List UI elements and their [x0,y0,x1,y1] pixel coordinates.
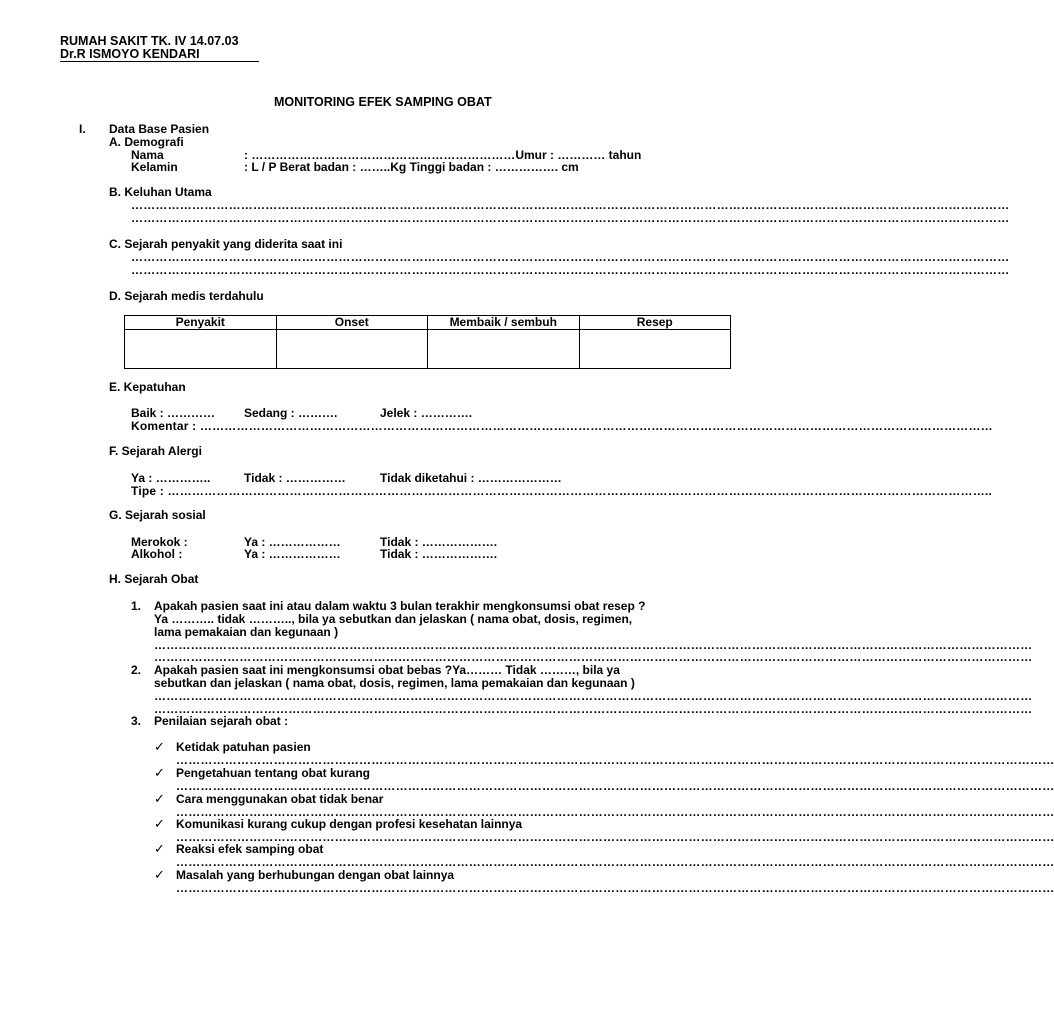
question-3-label: Penilaian sejarah obat : [154,714,289,728]
kepatuhan-baik-field[interactable]: Baik : ………… [131,406,216,420]
question-2-line-2: sebutkan dan jelaskan ( nama obat, dosis, regimen, lama pemakaian dan kegunaan ) [154,676,635,690]
alkohol-tidak-field[interactable]: Tidak : ………………. [380,547,498,561]
checklist-item-masalah-lainnya: Masalah yang berhubungan dengan obat lainnya [176,868,455,882]
merokok-tidak-field[interactable]: Tidak : ………………. [380,535,498,549]
table-row [125,330,731,369]
checklist-item-ketidak-patuhan: Ketidak patuhan pasien [176,740,311,754]
question-1-answer-line-1[interactable]: ……………………………………………………………………………………………………………………………………………………………………………………………… [154,638,1033,652]
sejarah-obat-heading: H. Sejarah Obat [109,572,199,586]
kepatuhan-heading: E. Kepatuhan [109,380,186,394]
merokok-label: Merokok : [131,535,188,549]
alergi-tipe-field[interactable]: Tipe : ………………………………………………………………………………………………………………………………………………………………………………….. [131,484,992,498]
alkohol-ya-field[interactable]: Ya : ……………… [244,547,341,561]
merokok-ya-field[interactable]: Ya : ……………… [244,535,341,549]
cell-penyakit[interactable] [125,330,277,369]
alergi-tidak-field[interactable]: Tidak : …………… [244,471,346,485]
sejarah-medis-heading: D. Sejarah medis terdahulu [109,289,264,303]
question-1-answer-line-2[interactable]: ……………………………………………………………………………………………………………………………………………………………………………………………… [154,650,1033,664]
question-2-number: 2. [131,663,142,677]
check-icon[interactable]: ✓ [154,739,165,754]
nama-label: Nama [131,148,164,162]
question-1-line-2: Ya ……….. tidak ……….., bila ya sebutkan dan jelaskan ( nama obat, dosis, regimen, [154,612,633,626]
hospital-name: RUMAH SAKIT TK. IV 14.07.03 [60,34,239,48]
sejarah-penyakit-heading: C. Sejarah penyakit yang diderita saat ini [109,237,343,251]
hospital-location: Dr.R ISMOYO KENDARI [60,47,200,61]
keluhan-utama-heading: B. Keluhan Utama [109,185,212,199]
question-1-number: 1. [131,599,142,613]
checklist-item-komunikasi: Komunikasi kurang cukup dengan profesi kesehatan lainnya [176,817,523,831]
checklist-item-reaksi-efek: Reaksi efek samping obat [176,842,324,856]
check-icon[interactable]: ✓ [154,765,165,780]
alergi-ya-field[interactable]: Ya : ………….. [131,471,211,485]
sejarah-penyakit-line-2[interactable]: ……………………………………………………………………………………………………………………………………………………………………………………………… [131,263,1010,277]
section-number: I. [79,122,86,136]
column-membaik-sembuh: Membaik / sembuh [428,316,580,330]
column-resep: Resep [579,316,731,330]
checklist-answer-line-6[interactable]: ……………………………………………………………………………………………………………………………………………………………………………………………… [176,881,1054,895]
column-onset: Onset [276,316,428,330]
question-3-number: 3. [131,714,142,728]
cell-onset[interactable] [276,330,428,369]
kelamin-berat-tinggi-field[interactable]: : L / P Berat badan : ……..Kg Tinggi badan : ……………. cm [244,160,579,174]
check-icon[interactable]: ✓ [154,816,165,831]
check-icon[interactable]: ✓ [154,841,165,856]
question-1-line-1: Apakah pasien saat ini atau dalam waktu 3 bulan terakhir mengkonsumsi obat resep ? [154,599,646,613]
table-header-row [125,316,731,330]
checklist-answer-line-1[interactable]: ……………………………………………………………………………………………………………………………………………………………………………………………… [176,753,1054,767]
check-icon[interactable]: ✓ [154,791,165,806]
kepatuhan-jelek-field[interactable]: Jelek : …………. [380,406,473,420]
check-icon[interactable]: ✓ [154,867,165,882]
alergi-tidak-diketahui-field[interactable]: Tidak diketahui : ………………… [380,471,562,485]
column-penyakit: Penyakit [125,316,277,330]
kepatuhan-sedang-field[interactable]: Sedang : ………. [244,406,338,420]
header-underline [60,61,259,62]
question-2-answer-line-1[interactable]: ……………………………………………………………………………………………………………………………………………………………………………………………… [154,689,1033,703]
kepatuhan-komentar-field[interactable]: Komentar : …………………………………………………………………………………………………………………………………………………………………………… [131,419,993,433]
section-title: Data Base Pasien [109,122,210,136]
checklist-item-pengetahuan: Pengetahuan tentang obat kurang [176,766,371,780]
keluhan-utama-line-1[interactable]: ……………………………………………………………………………………………………………………………………………………………………………………………… [131,198,1010,212]
cell-resep[interactable] [579,330,731,369]
kelamin-label: Kelamin [131,160,178,174]
keluhan-utama-line-2[interactable]: ……………………………………………………………………………………………………………………………………………………………………………………………… [131,211,1010,225]
question-2-answer-line-2[interactable]: ……………………………………………………………………………………………………………………………………………………………………………………………… [154,702,1033,716]
question-1-line-3: lama pemakaian dan kegunaan ) [154,625,339,639]
question-2-line-1: Apakah pasien saat ini mengkonsumsi obat bebas ?Ya……… Tidak ………, bila ya [154,663,620,677]
demografi-heading: A. Demografi [109,135,184,149]
sejarah-medis-table [124,315,731,369]
sejarah-penyakit-line-1[interactable]: ……………………………………………………………………………………………………………………………………………………………………………………………… [131,250,1010,264]
sejarah-alergi-heading: F. Sejarah Alergi [109,444,202,458]
nama-field[interactable]: : …………………………………………………………Umur : ………… tahun [244,148,642,162]
checklist-answer-line-5[interactable]: ……………………………………………………………………………………………………………………………………………………………………………………………… [176,855,1054,869]
checklist-answer-line-3[interactable]: ……………………………………………………………………………………………………………………………………………………………………………………………… [176,805,1054,819]
checklist-answer-line-4[interactable]: ……………………………………………………………………………………………………………………………………………………………………………………………… [176,830,1054,844]
sejarah-sosial-heading: G. Sejarah sosial [109,508,206,522]
checklist-answer-line-2[interactable]: ……………………………………………………………………………………………………………………………………………………………………………………………… [176,779,1054,793]
alkohol-label: Alkohol : [131,547,183,561]
cell-membaik-sembuh[interactable] [428,330,580,369]
checklist-item-cara-menggunakan: Cara menggunakan obat tidak benar [176,792,384,806]
page-title: MONITORING EFEK SAMPING OBAT [274,95,492,109]
